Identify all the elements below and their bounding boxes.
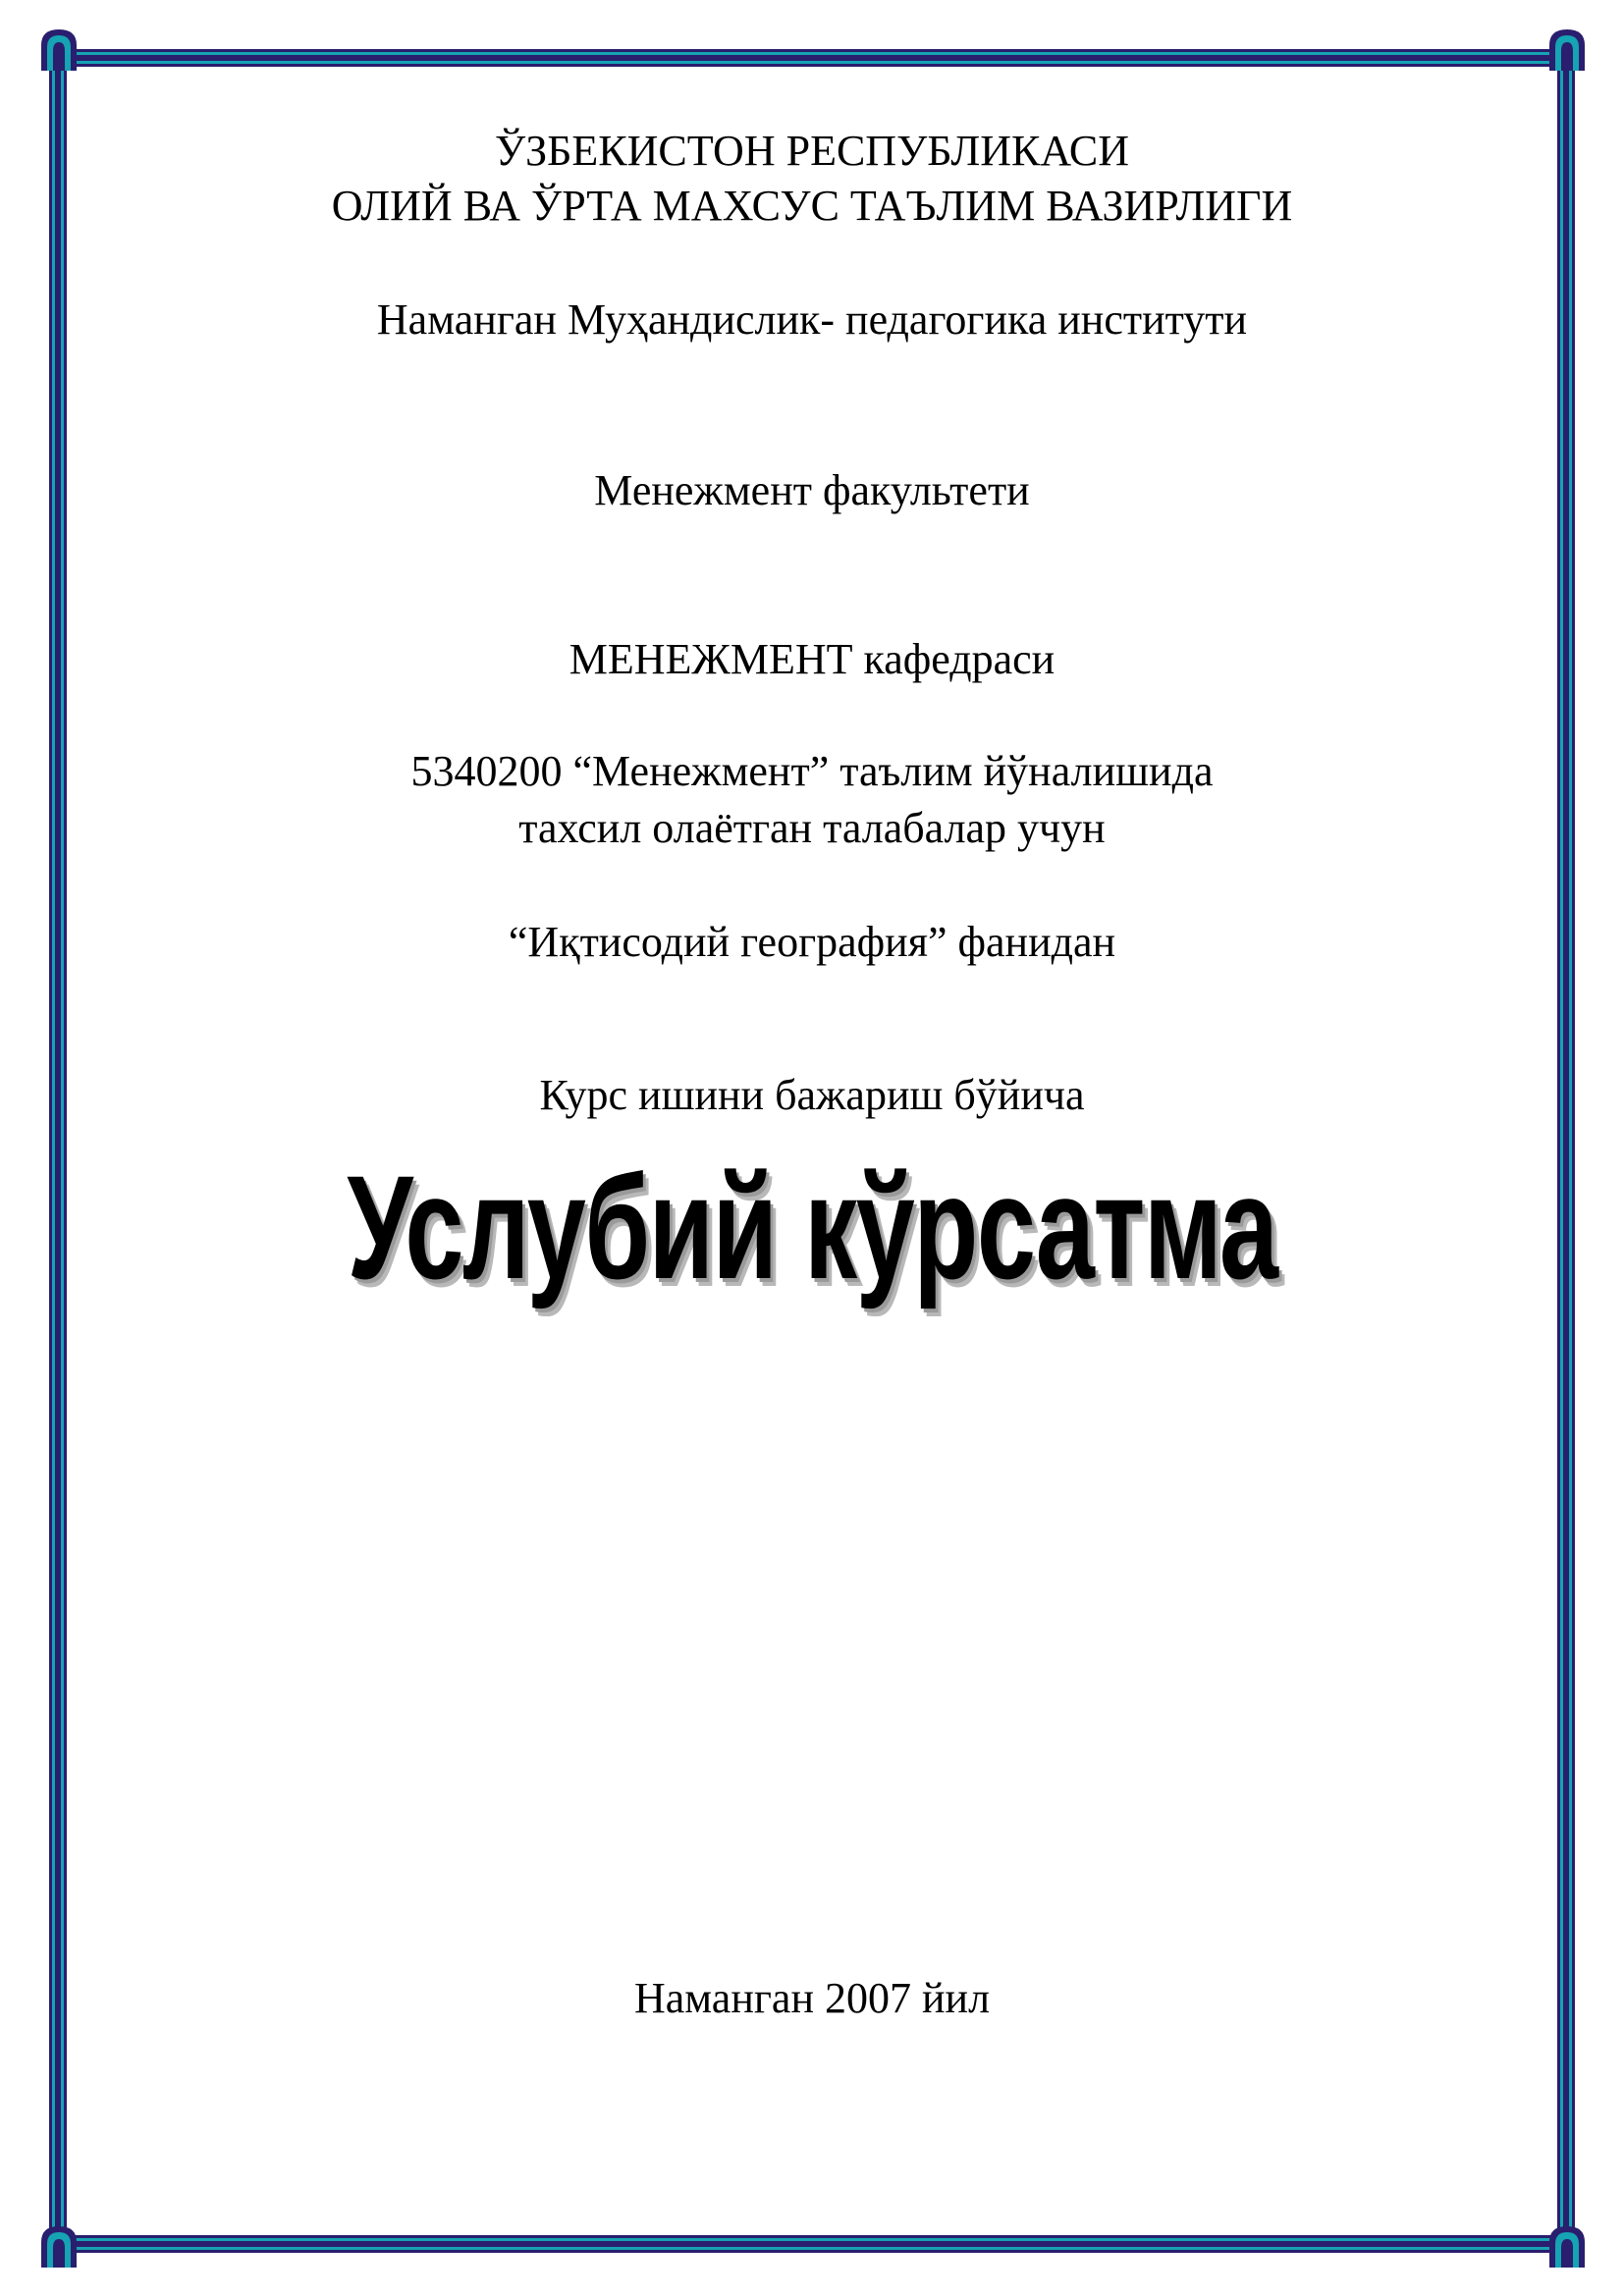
arch-ornament-icon — [39, 2224, 79, 2268]
institute-name: Наманган Муҳандислик- педагогика институти — [376, 295, 1248, 344]
arch-ornament-icon — [1547, 2224, 1587, 2268]
arch-ornament-icon — [1547, 27, 1587, 71]
arch-ornament-icon — [39, 27, 79, 71]
direction-line-2: тахсил олаётган талабалар учун — [518, 804, 1106, 852]
faculty-name: Менежмент факультети — [594, 466, 1030, 514]
frame-top-border — [73, 49, 1551, 67]
ministry-line-1: ЎЗБЕКИСТОН РЕСПУБЛИКАСИ — [494, 127, 1130, 175]
frame-right-border — [1557, 71, 1575, 2238]
direction-line-1: 5340200 “Менежмент” таълим йўналишида — [410, 747, 1214, 795]
frame-bottom-border — [73, 2235, 1551, 2253]
main-title: Услубий кўрсатма — [347, 1145, 1277, 1309]
city-year: Наманган 2007 йил — [633, 1974, 991, 2022]
frame-left-border — [49, 71, 67, 2238]
subject-line: “Иқтисодий география” фанидан — [508, 918, 1116, 966]
department-name: МЕНЕЖМЕНТ кафедраси — [568, 635, 1056, 683]
ministry-line-2: ОЛИЙ ВА ЎРТА МАХСУС ТАЪЛИМ ВАЗИРЛИГИ — [331, 182, 1293, 230]
course-work-line: Курс ишини бажариш бўйича — [539, 1071, 1085, 1119]
